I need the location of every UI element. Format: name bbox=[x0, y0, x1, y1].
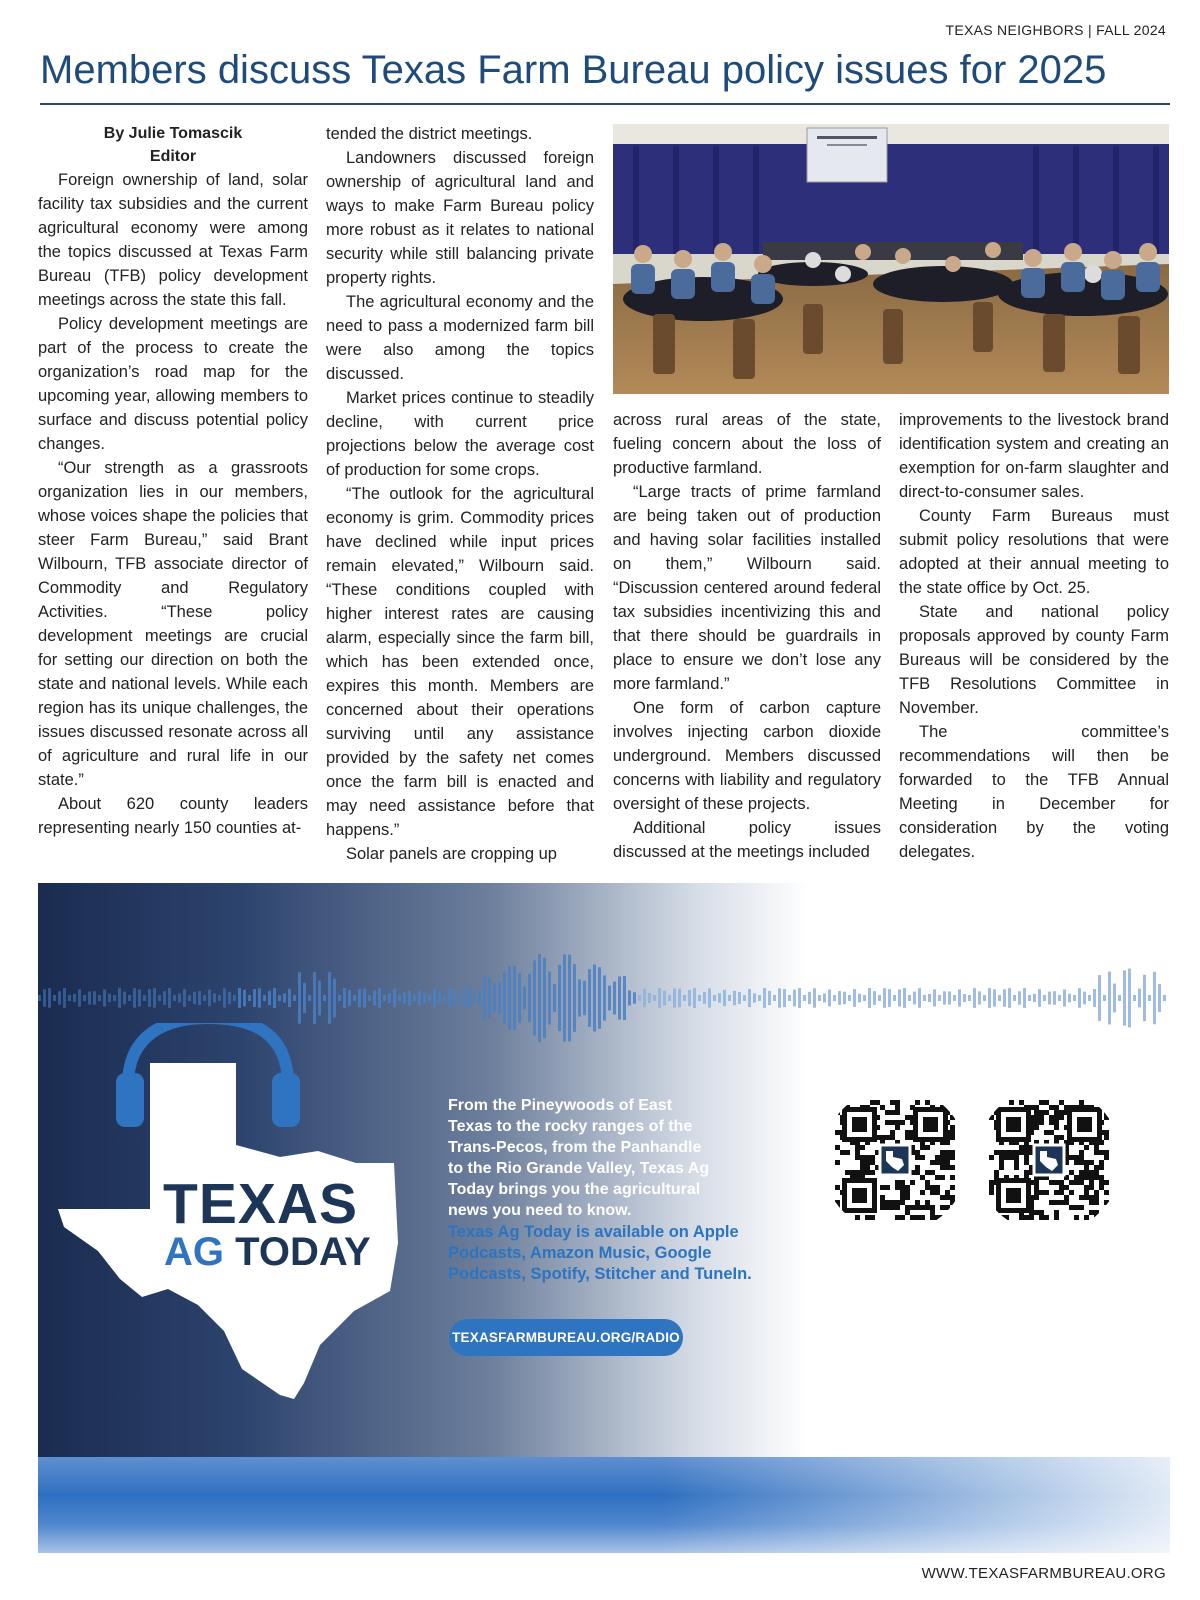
waveform-bar bbox=[1133, 995, 1136, 1001]
waveform-bar bbox=[633, 992, 636, 1003]
waveform-bar bbox=[448, 988, 451, 1008]
waveform-bar bbox=[333, 979, 336, 1018]
waveform-bar bbox=[843, 992, 846, 1005]
waveform-bar bbox=[783, 989, 786, 1007]
waveform-bar bbox=[588, 969, 591, 1027]
waveform-bar bbox=[963, 994, 966, 1002]
waveform-bar bbox=[268, 991, 271, 1005]
waveform-bar bbox=[818, 995, 821, 1001]
waveform-bar bbox=[208, 990, 211, 1007]
waveform-bar bbox=[328, 972, 331, 1024]
waveform-bar bbox=[213, 993, 216, 1002]
waveform-bar bbox=[433, 989, 436, 1008]
paragraph: Solar panels are cropping up bbox=[346, 845, 557, 863]
paragraph-continued: tended the district meetings. bbox=[326, 125, 533, 143]
paragraph-continued: improvements to the livestock brand identification system and creating an exemption for on-farm slaughter and direct-to-consumer sales. bbox=[899, 411, 1169, 501]
waveform-bar bbox=[833, 995, 836, 1001]
paragraph: One form of carbon capture involves injecting carbon dioxide underground. Members discussed concerns with liability and regulatory oversight of these projects. bbox=[613, 699, 881, 813]
waveform-bar bbox=[273, 988, 276, 1008]
waveform-bar bbox=[88, 992, 91, 1005]
waveform-bar bbox=[608, 986, 611, 1011]
waveform-bar bbox=[538, 954, 541, 1042]
waveform-bar bbox=[498, 982, 501, 1014]
waveform-bar bbox=[693, 988, 696, 1008]
waveform-bar bbox=[723, 990, 726, 1006]
waveform-bar bbox=[363, 988, 366, 1007]
waveform-bar bbox=[393, 989, 396, 1008]
waveform-bar bbox=[868, 988, 871, 1008]
waveform-bar bbox=[123, 992, 126, 1005]
waveform-bar bbox=[753, 993, 756, 1002]
waveform-bar bbox=[658, 988, 661, 1008]
waveform-bar bbox=[443, 995, 446, 1001]
waveform-bar bbox=[623, 976, 626, 1020]
ad-availability-text: Texas Ag Today is available on Apple Podcasts, Amazon Music, Google Podcasts, Spotify, Stitcher and TuneIn. bbox=[448, 1223, 752, 1283]
waveform-bar bbox=[383, 995, 386, 1001]
waveform-bar bbox=[303, 983, 306, 1013]
waveform-bar bbox=[263, 995, 266, 1001]
waveform-bar bbox=[768, 991, 771, 1005]
waveform-bar bbox=[998, 995, 1001, 1001]
waveform-bar bbox=[143, 995, 146, 1001]
waveform-bar bbox=[1043, 995, 1046, 1001]
paragraph: Landowners discussed foreign ownership of agricultural land and ways to make Farm Bureau policy more robust as it relates to national security while still balancing private property rights. bbox=[326, 149, 594, 287]
waveform-bar bbox=[138, 989, 141, 1006]
paragraph: About 620 county leaders representing nearly 150 counties at- bbox=[38, 795, 308, 837]
waveform-bar bbox=[373, 991, 376, 1006]
waveform-bar bbox=[548, 972, 551, 1025]
waveform-bar bbox=[583, 981, 586, 1015]
waveform-bar bbox=[813, 988, 816, 1007]
waveform-bar bbox=[223, 988, 226, 1007]
waveform-bar bbox=[748, 989, 751, 1007]
waveform-bar bbox=[298, 972, 301, 1024]
waveform-bar bbox=[158, 995, 161, 1001]
waveform-bar bbox=[463, 989, 466, 1008]
waveform-bar bbox=[253, 989, 256, 1007]
waveform-bar bbox=[148, 989, 151, 1007]
waveform-bar bbox=[573, 964, 576, 1032]
waveform-bar bbox=[853, 989, 856, 1007]
qr-code-icon[interactable] bbox=[822, 1087, 968, 1233]
waveform-bar bbox=[53, 995, 56, 1001]
waveform-bar bbox=[713, 995, 716, 1001]
paragraph: Foreign ownership of land, solar facility tax subsidies and the current agricultural economy were among the topics discussed at Texas Farm Bureau (TFB) policy development meetings across the state this fall. bbox=[38, 171, 308, 309]
waveform-bar bbox=[923, 995, 926, 1001]
logo-today: TODAY bbox=[235, 1230, 371, 1274]
waveform-bar bbox=[593, 965, 596, 1032]
waveform-bar bbox=[468, 989, 471, 1008]
waveform-bar bbox=[988, 988, 991, 1008]
waveform-bar bbox=[508, 966, 511, 1030]
waveform-bar bbox=[1108, 972, 1111, 1025]
paragraph: Additional policy issues discussed at the meetings included bbox=[613, 819, 881, 861]
radio-url-button[interactable]: TEXASFARMBUREAU.ORG/RADIO bbox=[449, 1319, 683, 1356]
waveform-bar bbox=[1138, 989, 1141, 1008]
waveform-bar bbox=[953, 995, 956, 1001]
waveform-bar bbox=[1058, 995, 1061, 1001]
waveform-bar bbox=[428, 995, 431, 1001]
waveform-bar bbox=[913, 992, 916, 1005]
paragraph: The committee’s recommendations will then be forwarded to the TFB Annual Meeting in December for consideration by the voting delegates. bbox=[899, 723, 1169, 861]
waveform-bar bbox=[488, 978, 491, 1017]
waveform-bar bbox=[1123, 970, 1126, 1025]
waveform-bar bbox=[48, 988, 51, 1008]
waveform-bar bbox=[668, 995, 671, 1001]
waveform-bar bbox=[683, 995, 686, 1001]
waveform-bar bbox=[1023, 988, 1026, 1008]
waveform-bar bbox=[808, 992, 811, 1004]
waveform-bar bbox=[183, 989, 186, 1007]
waveform-bar bbox=[483, 976, 486, 1019]
waveform-bar bbox=[873, 991, 876, 1005]
waveform-bar bbox=[618, 976, 621, 1019]
waveform-bar bbox=[133, 988, 136, 1008]
waveform-bar bbox=[708, 988, 711, 1007]
article-column-1 bbox=[38, 122, 308, 840]
texas-ag-today-ad bbox=[38, 883, 1170, 1553]
waveform-bar bbox=[358, 989, 361, 1007]
waveform-bar bbox=[983, 995, 986, 1001]
waveform-bar bbox=[198, 991, 201, 1005]
waveform-bar bbox=[38, 995, 41, 1001]
waveform-bar bbox=[978, 991, 981, 1004]
waveform-bar bbox=[73, 994, 76, 1002]
waveform-bar bbox=[893, 995, 896, 1001]
waveform-bar bbox=[788, 995, 791, 1001]
waveform-bar bbox=[973, 988, 976, 1008]
waveform-bar bbox=[168, 988, 171, 1008]
waveform-bar bbox=[523, 986, 526, 1009]
waveform-bar bbox=[63, 988, 66, 1008]
waveform-bar bbox=[493, 985, 496, 1012]
waveform-bar bbox=[513, 966, 516, 1030]
waveform-bar bbox=[378, 988, 381, 1008]
waveform-bar bbox=[248, 995, 251, 1001]
paragraph: Market prices continue to steadily decline, with current price projections below the average cost of production for some crops. bbox=[326, 389, 594, 479]
waveform-bar bbox=[823, 994, 826, 1003]
waveform-bar bbox=[283, 993, 286, 1002]
waveform-bar bbox=[1153, 972, 1156, 1025]
paragraph: Policy development meetings are part of the process to create the organization’s road map for the upcoming year, allowing members to surface and discuss potential policy changes. bbox=[38, 315, 308, 453]
waveform-bar bbox=[718, 993, 721, 1002]
waveform-bar bbox=[528, 974, 531, 1022]
waveform-bar bbox=[703, 992, 706, 1004]
waveform-bar bbox=[553, 984, 556, 1012]
waveform-bar bbox=[173, 995, 176, 1001]
waveform-bar bbox=[1008, 988, 1011, 1008]
waveform-bar bbox=[453, 990, 456, 1006]
waveform-bar bbox=[78, 989, 81, 1007]
title-rule bbox=[40, 103, 1170, 105]
waveform-bar bbox=[643, 989, 646, 1007]
logo-ag-today-text bbox=[164, 1231, 371, 1273]
paragraph: The agricultural economy and the need to pass a modernized farm bill were also among the topics discussed. bbox=[326, 293, 594, 383]
waveform-bar bbox=[733, 991, 736, 1005]
waveform-bar bbox=[543, 958, 546, 1039]
waveform-bar bbox=[663, 991, 666, 1006]
meeting-photo bbox=[613, 124, 1169, 394]
paragraph: County Farm Bureaus must submit policy resolutions that were adopted at their annual meeting to the state office by Oct. 25. bbox=[899, 507, 1169, 597]
qr-code-icon[interactable] bbox=[976, 1087, 1122, 1233]
footer-website: WWW.TEXASFARMBUREAU.ORG bbox=[921, 1565, 1166, 1582]
waveform-bar bbox=[1093, 989, 1096, 1007]
waveform-bar bbox=[1013, 995, 1016, 1001]
waveform-bar bbox=[503, 973, 506, 1024]
article-column-2 bbox=[326, 122, 594, 866]
waveform-bar bbox=[318, 981, 321, 1016]
waveform-bar bbox=[778, 988, 781, 1007]
waveform-bar bbox=[108, 994, 111, 1002]
waveform-bar bbox=[688, 990, 691, 1006]
waveform-bar bbox=[178, 994, 181, 1003]
waveform-bar bbox=[1063, 989, 1066, 1006]
issue-label: TEXAS NEIGHBORS | FALL 2024 bbox=[945, 22, 1166, 38]
waveform-bar bbox=[308, 995, 311, 1001]
waveform-bar bbox=[203, 995, 206, 1001]
byline-role: Editor bbox=[149, 148, 197, 165]
waveform-bar bbox=[423, 993, 426, 1003]
waveform-bar bbox=[118, 988, 121, 1008]
waveform-bar bbox=[938, 995, 941, 1001]
waveform-bar bbox=[1088, 995, 1091, 1001]
waveform-bar bbox=[153, 988, 156, 1008]
waveform-bar bbox=[43, 989, 46, 1006]
waveform-bar bbox=[793, 990, 796, 1007]
waveform-bar bbox=[348, 990, 351, 1006]
waveform-bar bbox=[993, 989, 996, 1006]
paragraph: State and national policy proposals approved by county Farm Bureaus will be considered by the TFB Resolutions Committee in November. bbox=[899, 603, 1169, 717]
paragraph: “The outlook for the agricultural economy is grim. Commodity prices have declined while input prices remain elevated,” Wilbourn said. “These conditions coupled with higher interest rates are causing alarm, especially since the farm bill, which has been extended once, expires this month. Members are concerned about their operations surviving until any assistance provided by the safety net comes once the farm bill is enacted and may need assistance before that happens.” bbox=[326, 485, 594, 839]
waveform-bar bbox=[113, 995, 116, 1001]
waveform-bar bbox=[1143, 975, 1146, 1021]
waveform-bar bbox=[1073, 995, 1076, 1001]
waveform-bar bbox=[518, 973, 521, 1023]
logo-texas-text: TEXAS bbox=[163, 1172, 359, 1236]
waveform-bar bbox=[863, 995, 866, 1001]
waveform-bar bbox=[653, 995, 656, 1001]
waveform-bar bbox=[918, 988, 921, 1008]
waveform-bar bbox=[1103, 995, 1106, 1001]
waveform-bar bbox=[288, 989, 291, 1007]
waveform-bar bbox=[98, 995, 101, 1001]
waveform-bar bbox=[798, 988, 801, 1008]
waveform-bar bbox=[958, 989, 961, 1006]
waveform-bar bbox=[933, 989, 936, 1006]
paragraph: “Large tracts of prime farmland are being taken out of production and having solar facilities installed on them,” Wilbourn said. “Discussion centered around federal tax subsidies incentivizing this and that there should be guardrails in place to ensure we don’t lose any more farmland.” bbox=[613, 483, 881, 693]
waveform-bar bbox=[883, 988, 886, 1008]
waveform-bar bbox=[738, 992, 741, 1004]
waveform-bar bbox=[58, 991, 61, 1004]
waveform-bar bbox=[278, 995, 281, 1001]
waveform-bar bbox=[188, 995, 191, 1001]
waveform-bar bbox=[648, 993, 651, 1003]
waveform-bar bbox=[928, 994, 931, 1002]
waveform-bar bbox=[1003, 989, 1006, 1006]
paragraph: “Our strength as a grassroots organization lies in our members, whose voices shape the policies that steer Farm Bureau,” said Brant Wilbourn, TFB associate director of Commodity and Regulatory Activities. “These policy development meetings are crucial for setting our direction on both the state and national levels. While each region has its unique challenges, the issues discussed resonate across all of agriculture and rural life in our state.” bbox=[38, 459, 308, 789]
waveform-bar bbox=[313, 972, 316, 1024]
waveform-bar bbox=[353, 995, 356, 1001]
waveform-bar bbox=[763, 988, 766, 1008]
waveform-bar bbox=[533, 960, 536, 1035]
waveform-bar bbox=[558, 965, 561, 1031]
waveform-bar bbox=[83, 995, 86, 1001]
waveform-bar bbox=[578, 979, 581, 1016]
waveform-bar bbox=[698, 995, 701, 1001]
waveform-bar bbox=[293, 995, 296, 1001]
waveform-bar bbox=[163, 991, 166, 1005]
waveform-bar bbox=[943, 991, 946, 1004]
article-column-4 bbox=[899, 408, 1169, 864]
ad-intro-text: From the Pineywoods of East Texas to the rocky ranges of the Trans-Pecos, from the Panhandle to the Rio Grande Valley, Texas Ag Today brings you the agricultural news you need to know. bbox=[448, 1097, 710, 1219]
waveform-bar bbox=[1033, 994, 1036, 1002]
waveform-bar bbox=[458, 995, 461, 1001]
waveform-bar bbox=[228, 992, 231, 1004]
waveform-bar bbox=[638, 995, 641, 1001]
waveform-bar bbox=[233, 995, 236, 1001]
waveform-bar bbox=[438, 992, 441, 1003]
waveform-bar bbox=[343, 988, 346, 1008]
waveform-bar bbox=[858, 994, 861, 1003]
waveform-bar bbox=[563, 954, 566, 1041]
waveform-bar bbox=[1148, 995, 1151, 1001]
waveform-bar bbox=[1028, 995, 1031, 1001]
waveform-bar bbox=[1118, 995, 1121, 1001]
waveform-bar bbox=[1068, 994, 1071, 1003]
waveform-bar bbox=[93, 991, 96, 1004]
article-column-3 bbox=[613, 408, 881, 864]
waveform-bar bbox=[388, 993, 391, 1003]
waveform-bar bbox=[338, 995, 341, 1001]
waveform-bar bbox=[1128, 969, 1131, 1028]
waveform-bar bbox=[103, 989, 106, 1006]
waveform-bar bbox=[398, 995, 401, 1001]
waveform-bar bbox=[1163, 995, 1166, 1001]
waveform-bar bbox=[728, 995, 731, 1001]
waveform-bar bbox=[903, 988, 906, 1008]
waveform-bar bbox=[568, 955, 571, 1042]
paragraph-continued: across rural areas of the state, fueling concern about the loss of productive farmland. bbox=[613, 411, 881, 477]
waveform-bar bbox=[603, 975, 606, 1020]
waveform-bar bbox=[258, 988, 261, 1007]
waveform-bar bbox=[773, 995, 776, 1001]
waveform-bar bbox=[1048, 992, 1051, 1005]
logo-ag: AG bbox=[164, 1230, 224, 1274]
waveform-bar bbox=[473, 995, 476, 1001]
waveform-bar bbox=[678, 989, 681, 1007]
waveform-bar bbox=[803, 995, 806, 1001]
waveform-bar bbox=[1158, 984, 1161, 1012]
waveform-bar bbox=[408, 990, 411, 1005]
waveform-bar bbox=[1053, 991, 1056, 1005]
waveform-bar bbox=[323, 995, 326, 1001]
waveform-bar bbox=[1038, 989, 1041, 1007]
waveform-bar bbox=[238, 988, 241, 1008]
waveform-bar bbox=[613, 982, 616, 1015]
waveform-bar bbox=[758, 995, 761, 1001]
waveform-bar bbox=[128, 995, 131, 1001]
waveform-bar bbox=[1083, 992, 1086, 1005]
waveform-bar bbox=[1113, 984, 1116, 1013]
waveform-bar bbox=[743, 995, 746, 1001]
waveform-bar bbox=[403, 992, 406, 1003]
waveform-bar bbox=[968, 995, 971, 1001]
waveform-bar bbox=[1098, 975, 1101, 1021]
waveform-bar bbox=[838, 991, 841, 1005]
article-title: Members discuss Texas Farm Bureau policy issues for 2025 bbox=[40, 48, 1107, 92]
waveform-bar bbox=[888, 989, 891, 1007]
waveform-bar bbox=[878, 995, 881, 1001]
waveform-bar bbox=[898, 989, 901, 1006]
waveform-bar bbox=[413, 995, 416, 1001]
waveform-bar bbox=[243, 990, 246, 1007]
waveform-bar bbox=[598, 967, 601, 1028]
waveform-bar bbox=[193, 992, 196, 1004]
waveform-bar bbox=[418, 990, 421, 1006]
waveform-bar bbox=[218, 995, 221, 1001]
waveform-bar bbox=[948, 991, 951, 1004]
waveform-bar bbox=[68, 995, 71, 1001]
waveform-bar bbox=[478, 990, 481, 1005]
waveform-bar bbox=[628, 991, 631, 1006]
waveform-bar bbox=[848, 995, 851, 1001]
waveform-bar bbox=[1078, 988, 1081, 1008]
waveform-bar bbox=[828, 990, 831, 1007]
waveform-bar bbox=[1018, 991, 1021, 1004]
waveform-bar bbox=[908, 995, 911, 1001]
waveform-bar bbox=[368, 995, 371, 1001]
byline-name: By Julie Tomascik bbox=[103, 125, 243, 142]
waveform-bar bbox=[673, 988, 676, 1007]
